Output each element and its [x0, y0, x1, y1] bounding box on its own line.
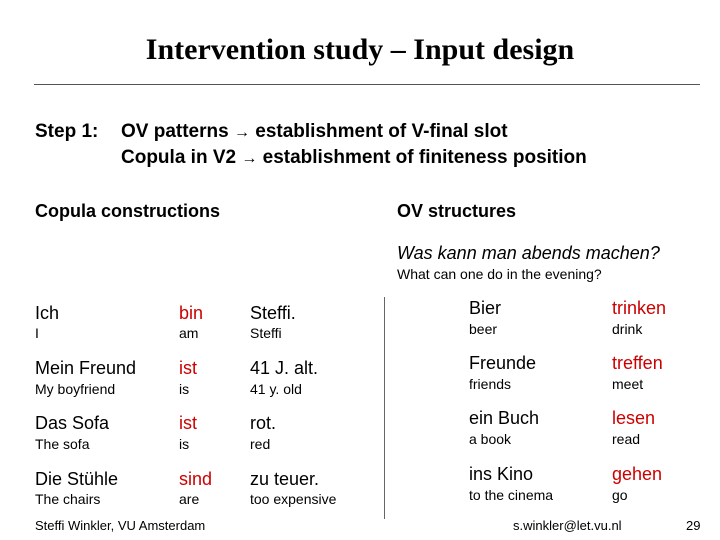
copula-predicate: 41 J. alt. — [250, 358, 319, 378]
ov-verb-gloss: read — [612, 431, 641, 447]
copula-predicate: Steffi. — [250, 303, 296, 323]
copula-predicate-gloss: Steffi — [250, 325, 282, 341]
ov-object-gloss: to the cinema — [469, 487, 554, 503]
ov-verb-gloss: drink — [612, 321, 643, 337]
ov-object-gloss: friends — [469, 376, 512, 392]
page-number: 29 — [686, 518, 701, 533]
copula-verb: ist — [179, 358, 197, 378]
copula-predicate-gloss: 41 y. old — [250, 381, 302, 397]
copula-verb-gloss: are — [179, 491, 200, 507]
ov-verb: gehen — [612, 464, 663, 484]
ov-verb: lesen — [612, 408, 656, 428]
ov-verb-gloss: go — [612, 487, 628, 503]
ov-object: ins Kino — [469, 464, 534, 484]
ov-verb: trinken — [612, 298, 667, 318]
copula-verb-gloss: am — [179, 325, 199, 341]
slide-title: Intervention study – Input design — [145, 33, 575, 66]
step-label: Step 1: — [35, 121, 99, 142]
question-german: Was kann man abends machen? — [397, 243, 660, 263]
question-english: What can one do in the evening? — [397, 266, 602, 282]
ov-heading: OV structures — [397, 201, 517, 221]
copula-subject: Das Sofa — [35, 413, 110, 433]
copula-subject: Mein Freund — [35, 358, 137, 378]
ov-object: Bier — [469, 298, 502, 318]
copula-predicate: rot. — [250, 413, 277, 433]
copula-subject-gloss: My boyfriend — [35, 381, 116, 397]
copula-verb-gloss: is — [179, 436, 190, 452]
copula-predicate-gloss: too expensive — [250, 491, 337, 507]
copula-verb: bin — [179, 303, 204, 323]
column-divider — [384, 297, 385, 519]
copula-predicate: zu teuer. — [250, 469, 320, 489]
step-line-2-right: establishment of finiteness position — [262, 147, 587, 168]
step-line-2-left: Copula in V2 — [121, 147, 237, 168]
copula-subject-gloss: I — [35, 325, 39, 341]
ov-verb: treffen — [612, 353, 663, 373]
copula-subject-gloss: The chairs — [35, 491, 101, 507]
copula-subject: Die Stühle — [35, 469, 119, 489]
copula-verb: sind — [179, 469, 213, 489]
step-line-2 — [121, 147, 587, 169]
footer-author: Steffi Winkler, VU Amsterdam — [35, 518, 206, 533]
copula-verb: ist — [179, 413, 197, 433]
copula-predicate-gloss: red — [250, 436, 271, 452]
copula-verb-gloss: is — [179, 381, 190, 397]
ov-object: Freunde — [469, 353, 537, 373]
title-divider — [34, 84, 700, 85]
right-arrow-icon: → — [241, 150, 258, 167]
ov-verb-gloss: meet — [612, 376, 644, 392]
footer-email: s.winkler@let.vu.nl — [513, 518, 622, 533]
copula-subject: Ich — [35, 303, 60, 323]
ov-object-gloss: a book — [469, 431, 512, 447]
copula-subject-gloss: The sofa — [35, 436, 90, 452]
ov-object: ein Buch — [469, 408, 540, 428]
step-line-1 — [121, 121, 508, 143]
ov-object-gloss: beer — [469, 321, 498, 337]
step-line-1-left: OV patterns — [121, 121, 229, 142]
copula-heading: Copula constructions — [35, 201, 221, 221]
step-line-1-right: establishment of V-final slot — [255, 121, 508, 142]
right-arrow-icon: → — [233, 124, 250, 141]
